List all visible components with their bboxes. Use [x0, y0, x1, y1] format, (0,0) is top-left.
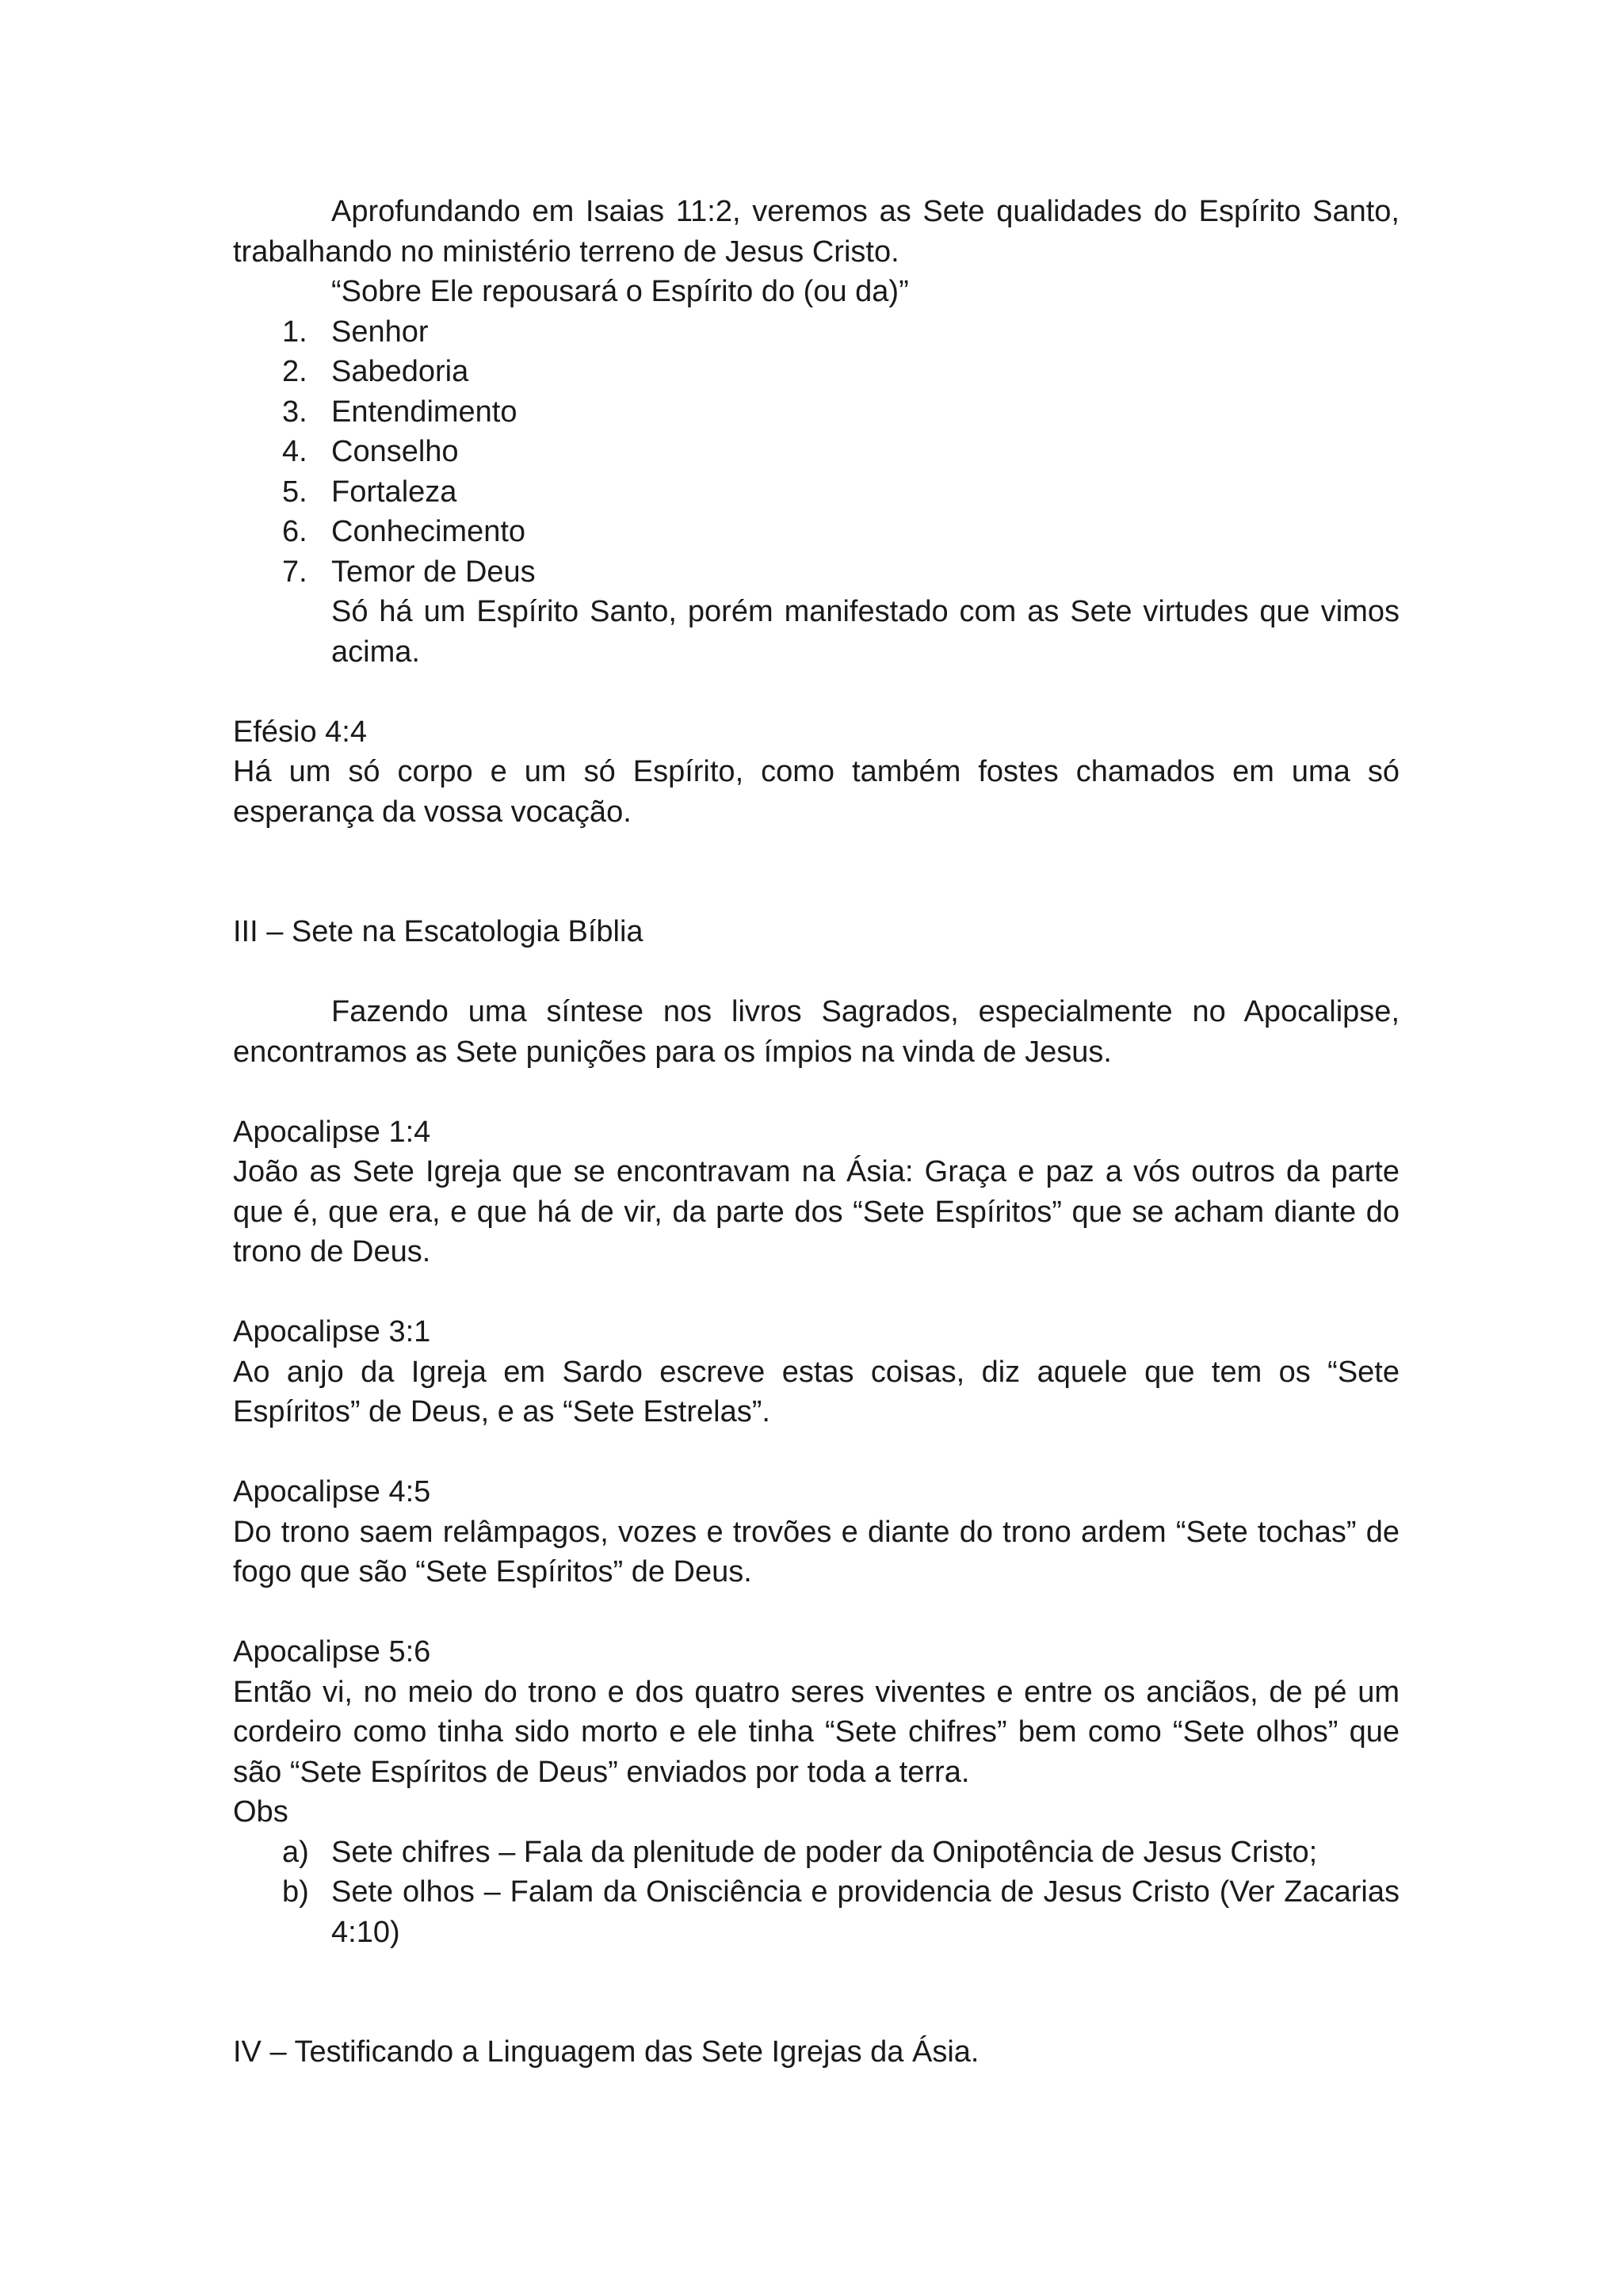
spacer [233, 952, 1400, 993]
verse-reference: Apocalipse 4:5 [233, 1475, 431, 1508]
list-item [233, 1833, 1400, 1873]
list-item-text: Sabedoria [331, 355, 469, 388]
spacer [233, 1952, 1400, 2032]
list-item-text: Sete olhos – Falam da Onisciência e providencia de Jesus Cristo (Ver Zacarias 4:10) [331, 1875, 1400, 1949]
verse-text: João as Sete Igreja que se encontravam na Ásia: Graça e paz a vós outros da parte que é, que era, e que há de vir, da parte dos “Sete Espíritos” que se acham diante do trono de Deus. [233, 1155, 1400, 1268]
list-item-text: Temor de Deus [331, 555, 536, 589]
list-marker: b) [282, 1875, 309, 1909]
list-item [233, 512, 1400, 552]
list-marker: 2. [282, 355, 307, 388]
list-item-text: Sete chifres – Fala da plenitude de poder da Onipotência de Jesus Cristo; [331, 1835, 1318, 1869]
spacer [233, 672, 1400, 712]
list-item [233, 552, 1400, 593]
document-body [233, 192, 1400, 2073]
list-item-text: Conselho [331, 435, 459, 468]
qualities-list [233, 312, 1400, 593]
section-3-heading: III – Sete na Escatologia Bíblia [233, 915, 643, 948]
section-3-paragraph: Fazendo uma síntese nos livros Sagrados, especialmente no Apocalipse, encontramos as Sete punições para os ímpios na vinda de Jesus. [233, 995, 1400, 1069]
list-marker: 5. [282, 475, 307, 509]
list-item [233, 1872, 1400, 1952]
list-marker: a) [282, 1835, 309, 1869]
list-item [233, 392, 1400, 433]
verse-text: Então vi, no meio do trono e dos quatro seres viventes e entre os anciãos, de pé um cordeiro como tinha sido morto e ele tinha “Sete chifres” bem como “Sete olhos” que são “Sete Espíritos de Deus” enviados por toda a terra. [233, 1675, 1400, 1789]
list-item-text: Entendimento [331, 395, 517, 429]
spacer [233, 832, 1400, 912]
verse-reference: Apocalipse 3:1 [233, 1315, 431, 1348]
efesio-reference: Efésio 4:4 [233, 715, 367, 749]
verse-text: Ao anjo da Igreja em Sardo escreve estas coisas, diz aquele que tem os “Sete Espíritos” de Deus, e as “Sete Estrelas”. [233, 1355, 1400, 1428]
verse-reference: Apocalipse 1:4 [233, 1115, 431, 1149]
list-item [233, 312, 1400, 353]
list-marker: 7. [282, 555, 307, 589]
spacer [233, 1072, 1400, 1112]
intro-quote: “Sobre Ele repousará o Espírito do (ou da)” [331, 275, 909, 308]
list-marker: 3. [282, 395, 307, 429]
list-marker: 1. [282, 315, 307, 349]
list-marker: 4. [282, 435, 307, 468]
efesio-text: Há um só corpo e um só Espírito, como também fostes chamados em uma só esperança da vossa vocação. [233, 755, 1400, 829]
intro-paragraph: Aprofundando em Isaias 11:2, veremos as Sete qualidades do Espírito Santo, trabalhando no ministério terreno de Jesus Cristo. [233, 195, 1400, 269]
spacer [233, 1592, 1400, 1633]
list-marker: 6. [282, 515, 307, 548]
verse-reference: Apocalipse 5:6 [233, 1635, 431, 1669]
list-item [233, 352, 1400, 392]
list-item [233, 472, 1400, 513]
list-item [233, 432, 1400, 472]
spacer [233, 1432, 1400, 1473]
list-item-text: Senhor [331, 315, 429, 349]
spacer [233, 1272, 1400, 1313]
obs-list [233, 1833, 1400, 1953]
qualities-note: Só há um Espírito Santo, porém manifestado com as Sete virtudes que vimos acima. [331, 595, 1400, 669]
list-item-text: Fortaleza [331, 475, 457, 509]
section-4-heading: IV – Testificando a Linguagem das Sete Igrejas da Ásia. [233, 2035, 980, 2069]
verse-text: Do trono saem relâmpagos, vozes e trovões e diante do trono ardem “Sete tochas” de fogo que são “Sete Espíritos” de Deus. [233, 1515, 1400, 1589]
list-item-text: Conhecimento [331, 515, 526, 548]
obs-label: Obs [233, 1795, 288, 1829]
